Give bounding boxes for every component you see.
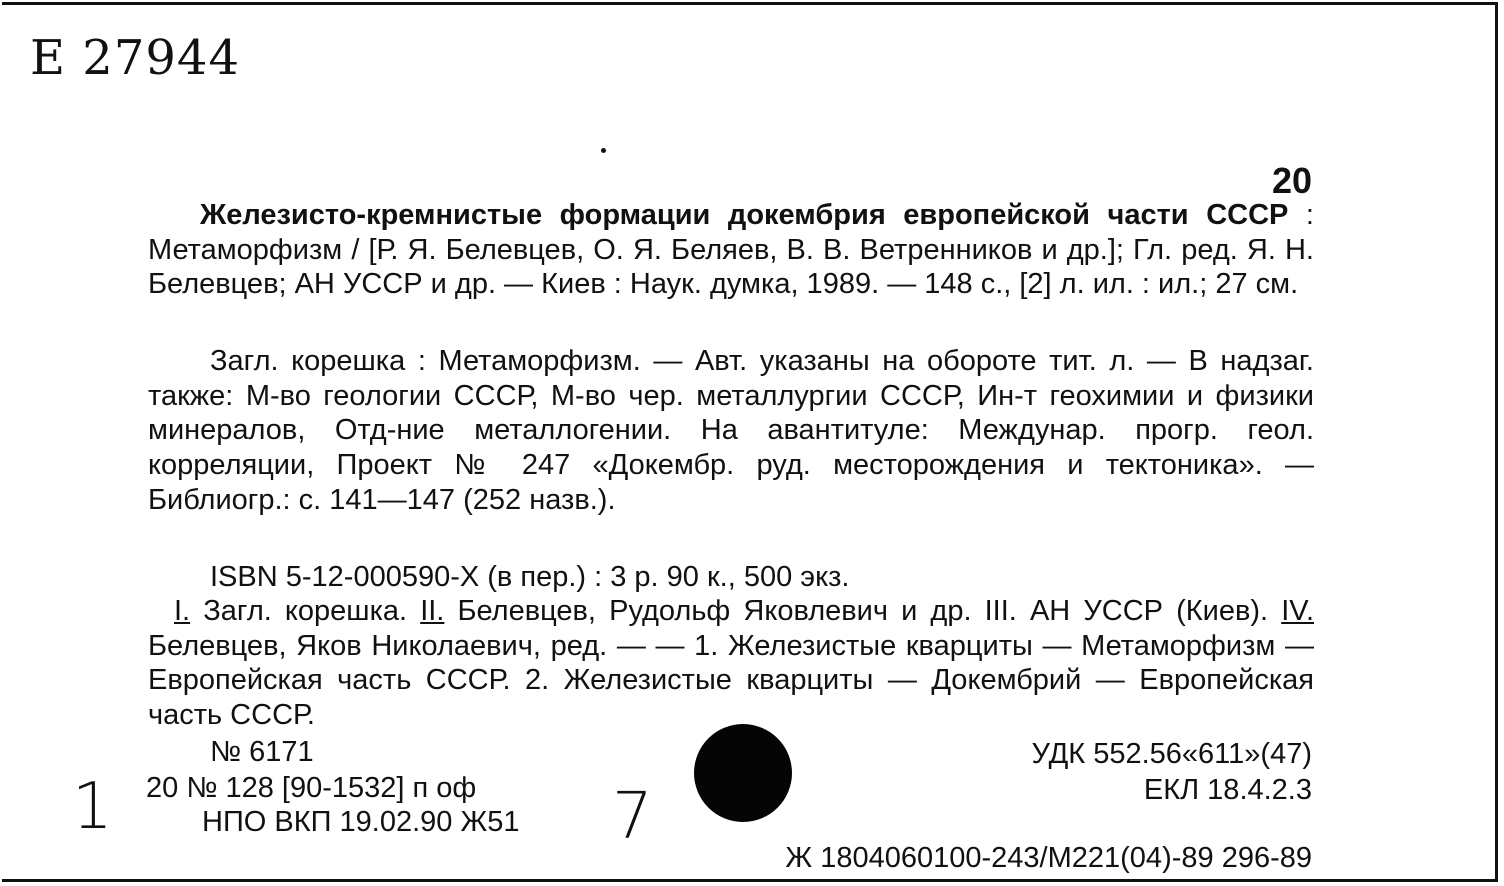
isbn-text: ISBN 5-12-000590-X (в пер.) : 3 р. 90 к., 500 экз. — [210, 561, 850, 593]
punch-hole — [694, 724, 792, 822]
bottom-code: Ж 1804060100-243/М221(04)-89 296-89 — [785, 842, 1312, 874]
notes-text: Загл. корешка : Метаморфизм. — Авт. указаны на обороте тит. л. — В надзаг. также: М-во геологии СССР, М-во чер. металлургии СССР, Ин-т геохимии и физики минералов, Отд-ние металлогении. На авантитуле: Междунар. прогр. геол. корреляции, Проект № 247 «Докембр. руд. месторождения и тектоника». — Библиогр.: с. 141—147 (252 назв.). — [148, 345, 1314, 516]
card-number: 20 — [1271, 160, 1312, 201]
tracing-text-3: Белевцев, Яков Николаевич, ред. — — 1. Железистые кварциты — Метаморфизм — Европейская часть СССР. 2. Железистые кварциты — Докембрий — Европейская часть СССР. — [148, 629, 1314, 732]
tracing-text-1: Загл. корешка. — [190, 595, 421, 627]
notes-paragraph — [148, 344, 1314, 518]
isbn-paragraph — [148, 560, 1314, 595]
udk-classification: УДК 552.56«611»(47) — [1031, 738, 1312, 770]
tracing-text-2: Белевцев, Рудольф Яковлевич и др. III. АН УССР (Киев). — [444, 595, 1282, 627]
book-details: : Метаморфизм / [Р. Я. Белевцев, О. Я. Беляев, В. В. Ветренников и др.]; Гл. ред. Я. Н. Белевцев; АН УССР и др. — Киев : Наук. думка, 1989. — 148 с., [2] л. ил. : ил.; 27 см. — [148, 199, 1314, 301]
bibliographic-description — [148, 198, 1314, 302]
book-title: Железисто-кремнистые формации докембрия европейской части СССР — [200, 199, 1289, 231]
tracing-number-4: IV. — [1281, 595, 1314, 627]
printer-info: НПО ВКП 19.02.90 Ж51 — [202, 806, 520, 838]
tracing-number-1: I. — [174, 595, 191, 627]
card-call-number: Е 27944 — [30, 30, 240, 86]
handwritten-mark-right: 7 — [612, 780, 653, 854]
tracing-number-2: II. — [420, 595, 445, 627]
ink-dot — [601, 148, 606, 153]
handwritten-mark-left: 1 — [72, 770, 113, 844]
ekl-classification: ЕКЛ 18.4.2.3 — [1143, 774, 1312, 806]
order-number: 20 № 128 [90-1532] п оф — [146, 772, 477, 804]
record-number: № 6171 — [210, 736, 314, 768]
tracings-paragraph — [148, 594, 1314, 733]
